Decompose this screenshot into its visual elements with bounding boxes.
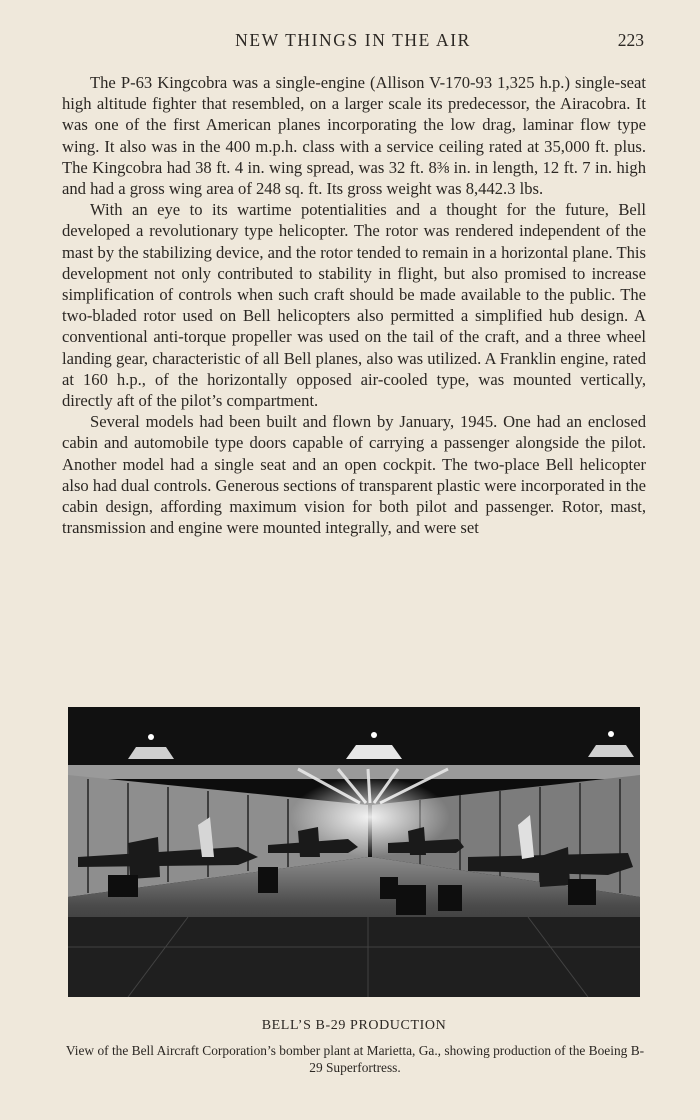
figure-caption-title: BELL’S B-29 PRODUCTION <box>261 1018 447 1033</box>
page-number: 223 <box>617 30 644 50</box>
body-text <box>62 72 646 538</box>
figure-caption-text: View of the Bell Aircraft Corporation’s bomber plant at Marietta, Ga., showing production of the Boeing B-29 Superfortress. <box>65 1043 645 1075</box>
chapter-title: NEW THINGS IN THE AIR <box>235 30 471 50</box>
hangar-illustration <box>68 707 640 997</box>
paragraph-kingcobra: The P-63 Kingcobra was a single-engine (Allison V-170-93 1,325 h.p.) single-seat high altitude fighter that resembled, on a larger scale its predecessor, the Airacobra. It was one of the first American planes incorporating the low drag, laminar flow type wing. It also was in the 400 m.p.h. class with a service ceiling rated at 35,000 ft. plus. The Kingcobra had 38 ft. 4 in. wing spread, was 32 ft. 8⅜ in. in length, 12 ft. 7 in. high and had a gross wing area of 248 sq. ft. Its gross weight was 8,442.3 lbs. <box>62 73 646 199</box>
paragraph-helicopter-models: Several models had been built and flown by January, 1945. One had an enclosed cabin and automobile type doors capable of carrying a passenger alongside the pilot. Another model had a single seat and an open cockpit. The two-place Bell helicopter also had dual controls. Generous sections of transparent plastic were incorporated in the cabin design, affording maximum vision for both pilot and passenger. Rotor, mast, transmission and engine were mounted integrally, and were set <box>62 412 646 538</box>
paragraph-helicopter: With an eye to its wartime potentialities and a thought for the future, Bell developed a revolutionary type helicopter. The rotor was rendered independent of the mast by the stabilizing device, and the rotor tended to remain in a horizontal plane. This development not only contributed to stability in flight, but also promised to increase simplification of controls when such craft should be made available to the public. The two-bladed rotor used on Bell helicopters also permitted a simplified hub design. A conventional anti-torque propeller was used on the tail of the craft, and a three wheel landing gear, characteristic of all Bell planes, also was utilized. A Franklin engine, rated at 160 h.p., of the horizontally opposed air-cooled type, was mounted vertically, directly aft of the pilot’s compartment. <box>62 200 646 411</box>
factory-photograph <box>68 707 640 997</box>
running-head <box>62 30 644 56</box>
